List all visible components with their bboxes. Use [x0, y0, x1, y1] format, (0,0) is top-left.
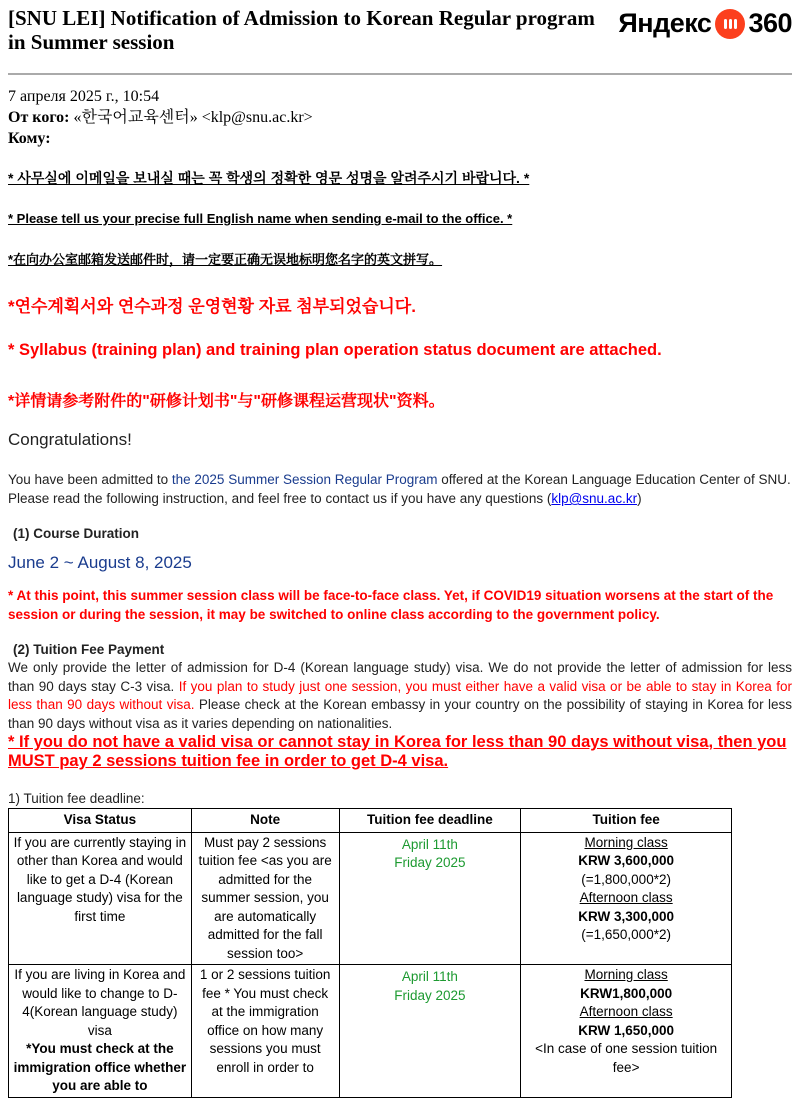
header-divider [8, 73, 792, 75]
admission-program: the 2025 Summer Session Regular Program [171, 472, 438, 487]
tuition-fee-cell [521, 832, 732, 965]
contact-email-link[interactable]: klp@snu.ac.kr [551, 491, 638, 506]
deadline-year: Friday 2025 [394, 987, 466, 1003]
afternoon-class-label: Afternoon class [579, 890, 673, 905]
deadline-date: April 11th [401, 836, 458, 852]
header-note: Note [191, 809, 339, 833]
deadline-cell [339, 965, 521, 1098]
course-duration-heading: (1) Course Duration [13, 526, 140, 541]
morning-class-label: Morning class [584, 834, 668, 850]
deadline-date: April 11th [401, 969, 458, 984]
tuition-text-2: Please check at the Korean embassy in your country on the possibility of staying in Korea for less than 90 days without visa as it varies depending on nationalities. [8, 697, 792, 731]
table-row [9, 965, 732, 1098]
tuition-text-red: If you plan to study just one session, you must either have a valid visa or be able to stay in Korea for less than 90 days without visa. [8, 678, 792, 712]
admission-text-1: You have been admitted to [8, 472, 172, 487]
notice-english-attachment: * Syllabus (training plan) and training plan operation status document are attached. [8, 341, 662, 359]
must-pay-notice: * If you do not have a valid visa or cannot stay in Korea for less than 90 days without visa, then you MUST pay 2 sessions tuition fee in order to get D-4 visa. [8, 733, 787, 770]
tuition-fee-table [8, 808, 732, 1098]
table-row [9, 832, 732, 965]
email-subject: [SNU LEI] Notification of Admission to Korean Regular program in Summer session [8, 6, 595, 54]
brand-name: Яндекс [618, 8, 712, 38]
afternoon-class-label: Afternoon class [579, 1004, 673, 1019]
email-date: 7 апреля 2025 г., 10:54 [8, 88, 160, 105]
header-visa-status: Visa Status [9, 809, 192, 833]
afternoon-class-calc: (=1,650,000*2) [581, 927, 671, 942]
afternoon-class-amount: KRW 1,650,000 [578, 1022, 675, 1038]
notice-korean-attachment: *연수계획서와 연수과정 운영현황 자료 첨부되었습니다. [8, 297, 416, 316]
deadline-cell [339, 832, 521, 965]
morning-class-calc: (=1,800,000*2) [581, 871, 671, 887]
morning-class-label: Morning class [584, 967, 668, 982]
notice-english-name: * Please tell us your precise full English name when sending e-mail to the office. * [8, 211, 513, 226]
deadline-heading: 1) Tuition fee deadline: [8, 791, 145, 806]
yandex-360-logo[interactable] [618, 8, 792, 39]
header-deadline: Tuition fee deadline [339, 809, 521, 833]
admission-paragraph [8, 470, 792, 508]
email-meta [8, 86, 313, 149]
email-header [8, 6, 792, 76]
visa-status-cell [9, 965, 192, 1098]
table-header-row [9, 809, 732, 833]
congratulations-text: Congratulations! [8, 430, 132, 449]
brand-circle-icon [715, 9, 745, 39]
notice-chinese-name: *在向办公室邮箱发送邮件时，请一定要正确无误地标明您名字的英文拼写。 [8, 252, 443, 267]
note-cell: Must pay 2 sessions tuition fee <as you are admitted for the summer session, you are automatically admitted for the fall session too> [191, 832, 339, 965]
email-to [8, 128, 313, 149]
morning-class-amount: KRW1,800,000 [580, 985, 673, 1001]
note-cell: 1 or 2 sessions tuition fee * You must check at the immigration office on how many sessions you must enroll in order to [191, 965, 339, 1098]
course-dates: June 2 ~ August 8, 2025 [8, 553, 192, 572]
notice-korean-name: * 사무실에 이메일을 보내실 때는 꼭 학생의 정확한 영문 성명을 알려주시기 바랍니다. * [8, 170, 530, 186]
to-label: Кому: [8, 130, 51, 147]
visa-status-text: If you are living in Korea and would like to change to D-4(Korean language study) visa [14, 967, 186, 1038]
morning-class-amount: KRW 3,600,000 [578, 853, 675, 868]
brand-suffix: 360 [748, 8, 792, 38]
header-tuition-fee: Tuition fee [521, 809, 732, 833]
admission-text-3: ) [637, 491, 642, 506]
tuition-text-1: We only provide the letter of admission for D-4 (Korean language study) visa. We do not provide the letter of admission for less than 90 days stay C-3 visa. [8, 660, 792, 694]
afternoon-class-amount: KRW 3,300,000 [578, 908, 675, 924]
tuition-paragraph [8, 659, 792, 733]
from-value[interactable]: «한국어교육센터» <klp@snu.ac.kr> [73, 109, 313, 126]
visa-status-warning: *You must check at the immigration office whether you are able to [13, 1041, 187, 1093]
notice-chinese-attachment: *详情请参考附件的"研修计划书"与"研修课程运营现状"资料。 [8, 393, 445, 410]
tuition-heading: (2) Tuition Fee Payment [13, 642, 165, 657]
tuition-fee-cell [521, 965, 732, 1098]
session-note: <In case of one session tuition fee> [535, 1041, 718, 1075]
covid-notice: * At this point, this summer session class will be face-to-face class. Yet, if COVID19 situation worsens at the start of the session or during the session, it may be switched to online class according to the government policy. [8, 588, 774, 622]
visa-status-cell: If you are currently staying in other than Korea and would like to get a D-4 (Korean language study) visa for the first time [9, 832, 192, 965]
from-label: От кого: [8, 109, 70, 126]
admission-text-2: offered at the Korean Language Education Center of SNU. Please read the following instruction, and feel free to contact us if you have any questions ( [8, 472, 791, 506]
email-from [8, 107, 313, 128]
deadline-year: Friday 2025 [394, 855, 466, 870]
